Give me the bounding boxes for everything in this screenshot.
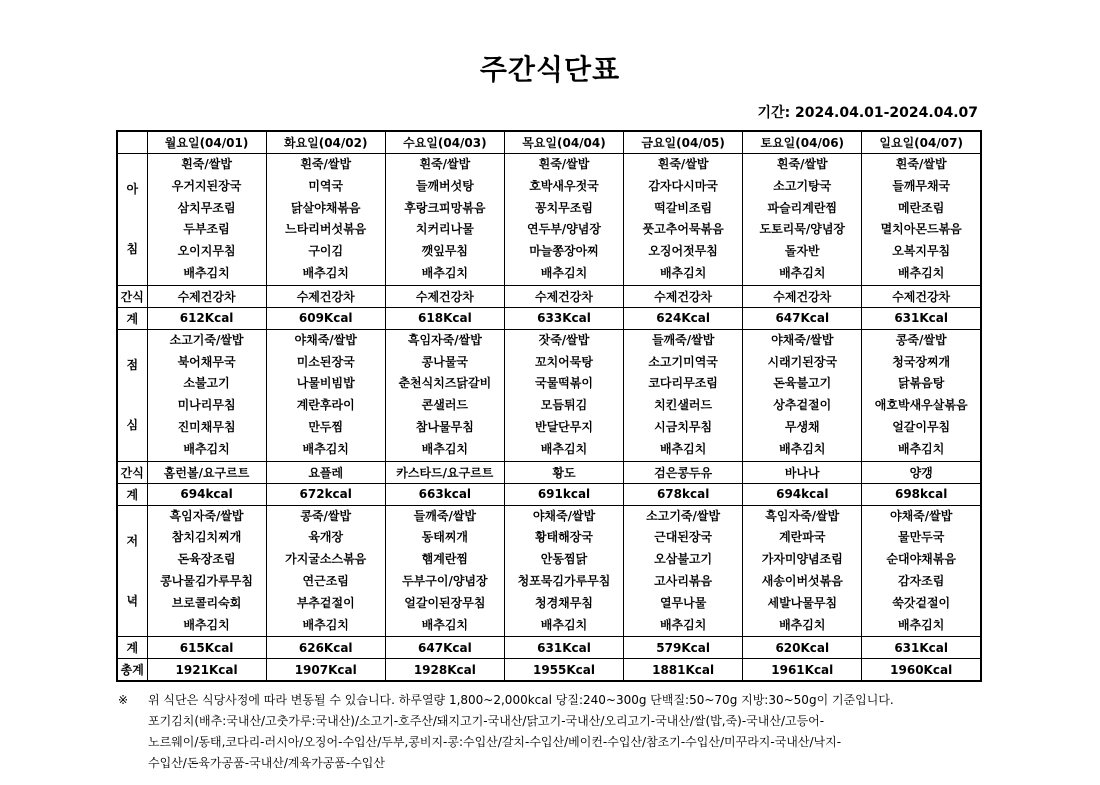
- menu-item: 소고기죽/쌀밥: [169, 332, 244, 347]
- menu-item: 콩죽/쌀밥: [300, 508, 352, 523]
- menu-item: 청국장찌개: [892, 354, 951, 369]
- menu-item: 흰죽/쌀밥: [419, 157, 471, 171]
- menu-item: 얼갈이된장무침: [404, 595, 486, 610]
- snack-cell: 황도: [504, 461, 623, 483]
- menu-item: 콩나물국: [421, 354, 469, 369]
- menu-item: 닭살야채볶음: [290, 200, 361, 215]
- menu-item: 계란파국: [779, 530, 826, 545]
- breakfast-cell: [862, 154, 981, 286]
- menu-item: 콩나물김가루무침: [160, 573, 253, 588]
- snack-label: 간식: [117, 285, 147, 307]
- kcal-cell: 626Kcal: [266, 637, 385, 659]
- snack-cell: 바나나: [743, 461, 862, 483]
- breakfast-snack-row: [117, 285, 981, 307]
- menu-item: 배추김치: [183, 265, 230, 280]
- header-row: [117, 131, 981, 154]
- menu-item: 참치김치찌개: [171, 530, 242, 545]
- snack-cell: 검은콩두유: [624, 461, 743, 483]
- menu-item: 우거지된장국: [171, 178, 242, 193]
- day-header: 목요일(04/04): [504, 131, 623, 154]
- total-label: 총계: [117, 659, 147, 682]
- note-line: 위 식단은 식당사정에 따라 변동될 수 있습니다. 하루열량 1,800~2,000kcal 당질:240~300g 단백질:50~70g 지방:30~50g이 기준입니다.: [148, 693, 894, 707]
- subtotal-label: 계: [117, 307, 147, 329]
- menu-item: 흰죽/쌀밥: [300, 157, 352, 171]
- menu-item: 가지굴소스볶음: [285, 552, 367, 567]
- menu-item: 흑임자죽/쌀밥: [765, 508, 840, 523]
- breakfast-cell: [624, 154, 743, 286]
- breakfast-cell: [147, 154, 266, 286]
- menu-item: 얼갈이무침: [892, 419, 951, 434]
- kcal-cell: 698kcal: [862, 483, 981, 505]
- menu-item: 느타리버섯볶음: [285, 222, 367, 237]
- menu-item: 시금치무침: [654, 419, 713, 434]
- menu-item: 배추김치: [659, 441, 707, 456]
- dinner-cell: [743, 505, 862, 637]
- day-header: 일요일(04/07): [862, 131, 981, 154]
- total-kcal-cell: 1960Kcal: [862, 659, 981, 682]
- menu-item: 계란후라이: [296, 398, 355, 413]
- menu-item: 부추겉절이: [296, 595, 355, 610]
- menu-item: 배추김치: [421, 617, 469, 632]
- menu-item: 시래기된장국: [767, 354, 838, 369]
- lunch-cell: [385, 329, 504, 461]
- kcal-cell: 612Kcal: [147, 307, 266, 329]
- menu-item: 흰죽/쌀밥: [538, 157, 590, 171]
- menu-item: 멸치아몬드볶음: [880, 222, 962, 237]
- menu-item: 나물비빔밥: [296, 376, 355, 391]
- dinner-cell: [266, 505, 385, 637]
- menu-item: 흰죽/쌀밥: [181, 157, 232, 171]
- total-kcal-cell: 1955Kcal: [504, 659, 623, 682]
- breakfast-cell: [743, 154, 862, 286]
- menu-item: 반달단무지: [535, 419, 593, 434]
- kcal-cell: 631Kcal: [862, 637, 981, 659]
- breakfast-row: [117, 154, 981, 286]
- menu-item: 닭볶음탕: [897, 376, 945, 391]
- lunch-snack-row: [117, 461, 981, 483]
- kcal-cell: 624Kcal: [624, 307, 743, 329]
- lunch-cell: [504, 329, 623, 461]
- corner-cell: [117, 131, 147, 154]
- snack-cell: 요플레: [266, 461, 385, 483]
- menu-item: 야채죽/쌀밥: [890, 508, 953, 523]
- day-header: 수요일(04/03): [385, 131, 504, 154]
- menu-item: 무생채: [784, 419, 820, 434]
- dinner-cell: [504, 505, 623, 637]
- snack-label: 간식: [117, 461, 147, 483]
- menu-item: 쑥갓겉절이: [892, 595, 951, 610]
- menu-item: 상추겉절이: [773, 398, 832, 413]
- breakfast-cell: [266, 154, 385, 286]
- lunch-label: 점 심: [117, 329, 147, 461]
- menu-item: 배추김치: [540, 265, 588, 280]
- menu-item: 배추김치: [779, 441, 826, 456]
- menu-item: 흰죽/쌀밥: [657, 157, 709, 171]
- page-title: 주간식단표: [479, 53, 621, 86]
- menu-item: 모듬튀김: [540, 398, 588, 413]
- menu-item: 삼치무조림: [177, 200, 236, 215]
- menu-item: 동태찌개: [421, 530, 469, 545]
- snack-cell: 수제건강차: [504, 285, 623, 307]
- day-header: 월요일(04/01): [147, 131, 266, 154]
- kcal-cell: 618Kcal: [385, 307, 504, 329]
- lunch-kcal-row: [117, 483, 981, 505]
- menu-item: 세발나물무침: [767, 595, 838, 610]
- dinner-cell: [385, 505, 504, 637]
- kcal-cell: 615Kcal: [147, 637, 266, 659]
- lunch-cell: [266, 329, 385, 461]
- kcal-cell: 579Kcal: [624, 637, 743, 659]
- kcal-cell: 663kcal: [385, 483, 504, 505]
- kcal-cell: 620Kcal: [743, 637, 862, 659]
- snack-cell: 수제건강차: [266, 285, 385, 307]
- menu-item: 소고기탕국: [773, 178, 832, 193]
- kcal-cell: 678kcal: [624, 483, 743, 505]
- menu-item: 흑임자죽/쌀밥: [407, 332, 482, 347]
- menu-item: 고사리볶음: [654, 573, 713, 588]
- weekly-menu-table: [116, 130, 982, 682]
- menu-item: 흰죽/쌀밥: [895, 157, 947, 171]
- menu-item: 배추김치: [421, 265, 469, 280]
- menu-item: 배추김치: [779, 617, 826, 632]
- lunch-cell: [862, 329, 981, 461]
- menu-item: 소불고기: [183, 376, 230, 391]
- dinner-cell: [147, 505, 266, 637]
- menu-item: 소고기죽/쌀밥: [646, 508, 721, 523]
- menu-item: 구이김: [308, 244, 344, 259]
- menu-item: 오삼불고기: [654, 552, 713, 567]
- menu-item: 연근조림: [302, 573, 349, 588]
- menu-item: 마늘쫑장아찌: [529, 244, 599, 259]
- kcal-cell: 694kcal: [743, 483, 862, 505]
- snack-cell: 수제건강차: [624, 285, 743, 307]
- total-kcal-cell: 1921Kcal: [147, 659, 266, 682]
- snack-cell: 수제건강차: [743, 285, 862, 307]
- menu-item: 흑임자죽/쌀밥: [169, 508, 244, 523]
- subtotal-label: 계: [117, 637, 147, 659]
- total-kcal-row: [117, 659, 981, 682]
- menu-item: 물만두국: [897, 530, 945, 545]
- menu-item: 호박새우젓국: [529, 178, 599, 193]
- note-line: 수입산/돈육가공품-국내산/계육가공품-수입산: [148, 756, 385, 770]
- menu-item: 잣죽/쌀밥: [538, 332, 590, 347]
- menu-item: 야채죽/쌀밥: [294, 332, 357, 347]
- kcal-cell: 694kcal: [147, 483, 266, 505]
- menu-item: 참나물무침: [415, 419, 474, 434]
- menu-item: 청포묵김가루무침: [517, 573, 611, 588]
- snack-cell: 수제건강차: [385, 285, 504, 307]
- dinner-row: [117, 505, 981, 637]
- kcal-cell: 672kcal: [266, 483, 385, 505]
- kcal-cell: 691kcal: [504, 483, 623, 505]
- breakfast-cell: [504, 154, 623, 286]
- breakfast-kcal-row: [117, 307, 981, 329]
- menu-item: 흰죽/쌀밥: [776, 157, 828, 171]
- menu-item: 꽁치무조림: [535, 200, 593, 215]
- menu-item: 배추김치: [183, 617, 230, 632]
- menu-item: 가자미양념조림: [761, 552, 843, 567]
- total-kcal-cell: 1881Kcal: [624, 659, 743, 682]
- menu-item: 배추김치: [540, 617, 588, 632]
- period-label: 기간: 2024.04.01-2024.04.07: [757, 105, 978, 121]
- menu-item: 순대야채볶음: [886, 552, 956, 567]
- lunch-cell: [743, 329, 862, 461]
- subtotal-label: 계: [117, 483, 147, 505]
- menu-item: 치킨샐러드: [654, 398, 713, 413]
- note-mark: ※: [118, 693, 129, 707]
- menu-item: 연두부/양념장: [527, 222, 601, 237]
- menu-item: 오복지무침: [892, 244, 951, 259]
- menu-item: 배추김치: [540, 441, 588, 456]
- note-line: 포기김치(배추:국내산/고춧가루:국내산)/소고기-호주산/돼지고기-국내산/닭고기-국내산/오리고기-국내산/쌀(밥,죽)-국내산/고등어-: [148, 714, 825, 728]
- menu-item: 춘천식치즈닭갈비: [398, 376, 492, 391]
- menu-item: 황태해장국: [535, 530, 593, 545]
- menu-item: 새송이버섯볶음: [761, 573, 843, 588]
- menu-item: 청경채무침: [535, 595, 593, 610]
- menu-item: 배추김치: [302, 265, 349, 280]
- menu-item: 깻잎무침: [421, 244, 469, 259]
- dinner-cell: [862, 505, 981, 637]
- day-header: 화요일(04/02): [266, 131, 385, 154]
- menu-item: 후랑크피망볶음: [404, 200, 486, 215]
- menu-item: 국물떡볶이: [535, 376, 593, 391]
- menu-item: 콩죽/쌀밥: [895, 332, 947, 347]
- lunch-row: [117, 329, 981, 461]
- menu-item: 들깨죽/쌀밥: [413, 508, 477, 523]
- menu-item: 배추김치: [779, 265, 826, 280]
- menu-item: 도토리묵/양념장: [759, 222, 846, 237]
- menu-item: 배추김치: [659, 265, 707, 280]
- menu-item: 들깨죽/쌀밥: [651, 332, 715, 347]
- menu-item: 미소된장국: [296, 354, 355, 369]
- menu-item: 배추김치: [897, 265, 945, 280]
- menu-item: 꼬치어묵탕: [535, 354, 593, 369]
- day-header: 금요일(04/05): [624, 131, 743, 154]
- menu-item: 떡갈비조림: [654, 200, 713, 215]
- kcal-cell: 647Kcal: [743, 307, 862, 329]
- dinner-kcal-row: [117, 637, 981, 659]
- menu-item: 소고기미역국: [648, 354, 718, 369]
- breakfast-label: 아 침: [117, 154, 147, 286]
- dinner-label: 저 녁: [117, 505, 147, 637]
- menu-item: 열무나물: [659, 595, 707, 610]
- snack-cell: 카스타드/요구르트: [385, 461, 504, 483]
- menu-item: 미역국: [308, 178, 344, 193]
- menu-item: 진미채무침: [177, 419, 236, 434]
- snack-cell: 수제건강차: [147, 285, 266, 307]
- kcal-cell: 647Kcal: [385, 637, 504, 659]
- menu-item: 애호박새우살볶음: [874, 398, 968, 413]
- notes-section: [118, 690, 998, 774]
- menu-item: 코다리무조림: [648, 376, 718, 391]
- kcal-cell: 631Kcal: [862, 307, 981, 329]
- menu-item: 야채죽/쌀밥: [771, 332, 834, 347]
- menu-item: 돈육불고기: [773, 376, 832, 391]
- menu-item: 배추김치: [302, 441, 349, 456]
- menu-item: 들깨무채국: [892, 178, 951, 193]
- menu-item: 감자조림: [897, 573, 945, 588]
- day-header: 토요일(04/06): [743, 131, 862, 154]
- menu-item: 미나리무침: [177, 398, 236, 413]
- menu-item: 배추김치: [302, 617, 349, 632]
- lunch-cell: [624, 329, 743, 461]
- snack-cell: 수제건강차: [862, 285, 981, 307]
- menu-item: 북어채무국: [177, 354, 236, 369]
- menu-item: 브로콜리숙회: [171, 595, 242, 610]
- menu-item: 햄계란찜: [421, 552, 469, 567]
- menu-item: 돌자반: [784, 244, 820, 259]
- menu-item: 만두찜: [308, 419, 344, 434]
- menu-item: 육개장: [308, 530, 344, 545]
- menu-item: 근대된장국: [654, 530, 713, 545]
- menu-item: 안동찜닭: [540, 552, 588, 567]
- kcal-cell: 609Kcal: [266, 307, 385, 329]
- menu-item: 배추김치: [421, 441, 469, 456]
- menu-item: 파슬리계란찜: [767, 200, 838, 215]
- lunch-cell: [147, 329, 266, 461]
- snack-cell: 홈런볼/요구르트: [147, 461, 266, 483]
- kcal-cell: 633Kcal: [504, 307, 623, 329]
- menu-item: 배추김치: [659, 617, 707, 632]
- menu-item: 콘샐러드: [421, 398, 469, 413]
- note-line: 노르웨이/동태,코다리-러시아/오징어-수입산/두부,콩비지-콩:수입산/갈치-수입산/베이컨-수입산/참조기-수입산/미꾸라지-국내산/낙지-: [148, 735, 842, 749]
- menu-item: 돈육장조림: [177, 552, 236, 567]
- total-kcal-cell: 1961Kcal: [743, 659, 862, 682]
- menu-item: 풋고추어묵볶음: [642, 222, 724, 237]
- menu-item: 야채죽/쌀밥: [532, 508, 596, 523]
- menu-item: 들깨버섯탕: [415, 178, 474, 193]
- menu-item: 배추김치: [897, 441, 945, 456]
- menu-item: 오징어젓무침: [648, 244, 718, 259]
- total-kcal-cell: 1928Kcal: [385, 659, 504, 682]
- menu-item: 두부조림: [183, 222, 230, 237]
- total-kcal-cell: 1907Kcal: [266, 659, 385, 682]
- menu-item: 오이지무침: [177, 244, 236, 259]
- menu-item: 배추김치: [183, 441, 230, 456]
- snack-cell: 양갱: [862, 461, 981, 483]
- menu-item: 치커리나물: [415, 222, 474, 237]
- dinner-cell: [624, 505, 743, 637]
- breakfast-cell: [385, 154, 504, 286]
- kcal-cell: 631Kcal: [504, 637, 623, 659]
- menu-item: 배추김치: [897, 617, 945, 632]
- menu-item: 두부구이/양념장: [402, 573, 488, 588]
- menu-item: 메란조림: [897, 200, 945, 215]
- menu-item: 감자다시마국: [648, 178, 718, 193]
